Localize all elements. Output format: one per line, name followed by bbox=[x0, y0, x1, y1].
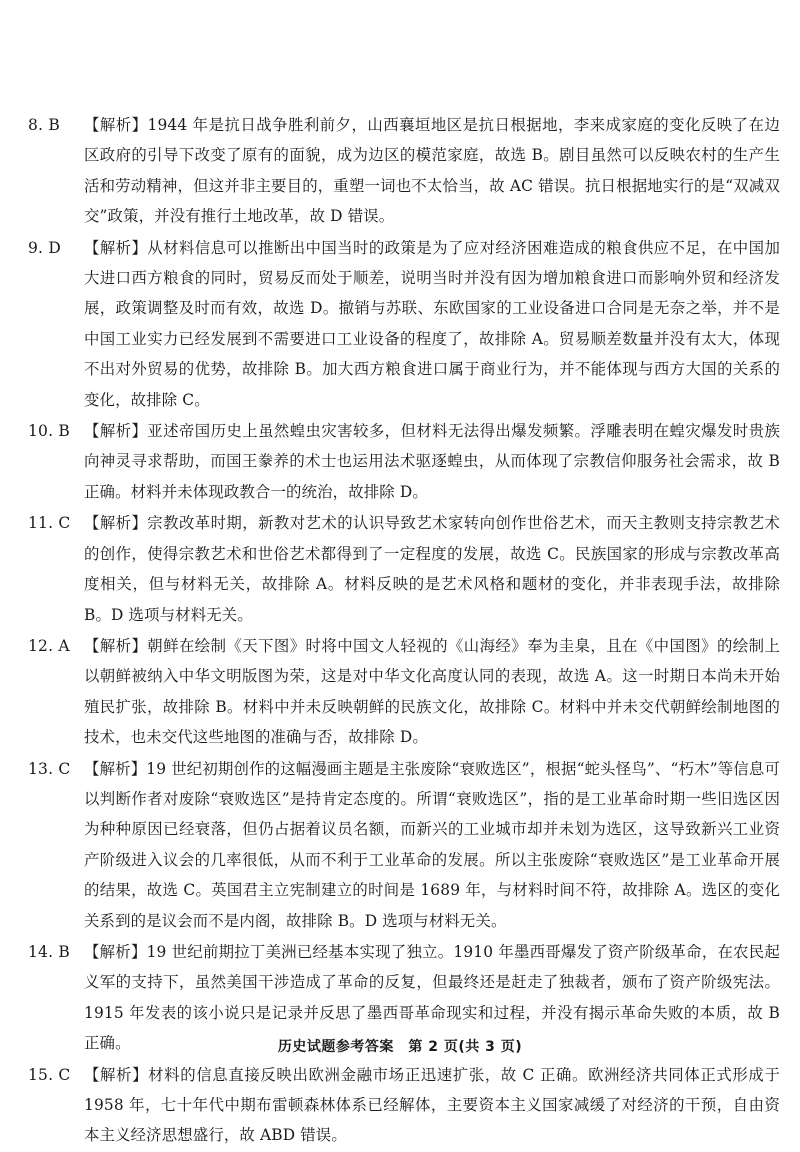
answer-explanation: 【解析】宗教改革时期，新教对艺术的认识导致艺术家转向创作世俗艺术，而天主教则支持宗教艺术的创作，使得宗教艺术和世俗艺术都得到了一定程度的发展，故选 C。民族国家的形成与宗教改革高度相关，但与材料无关，故排除 A。材料反映的是艺术风格和题材的变化，并非表现手法，故排除 B。D 选项与材料无关。 bbox=[84, 514, 780, 624]
answer-explanation: 【解析】朝鲜在绘制《天下图》时将中国文人轻视的《山海经》奉为圭臬，且在《中国图》的绘制上以朝鲜被纳入中华文明版图为荣，这是对中华文化高度认同的表现，故选 A。这一时期日本尚未开始殖民扩张，故排除 B。材料中并未反映朝鲜的民族文化，故排除 C。材料中并未交代朝鲜绘制地图的技术，也未交代这些地图的准确与否，故排除 D。 bbox=[84, 636, 780, 747]
answer-explanation: 【解析】19 世纪初期创作的这幅漫画主题是主张废除“衰败选区”，根据“蛇头怪鸟”、“朽木”等信息可以判断作者对废除“衰败选区”是持肯定态度的。所谓“衰败选区”，指的是工业革命时期一些旧选区因为种种原因已经衰落，但仍占据着议员名额，而新兴的工业城市却并未划为选区，这导致新兴工业资产阶级进入议会的几率很低，从而不利于工业革命的发展。所以主张废除“衰败选区”是工业革命开展的结果，故选 C。英国君主立宪制建立的时间是 1689 年，与材料时间不符，故排除 A。选区的变化关系到的是议会而不是内阁，故排除 B。D 选项与材料无关。 bbox=[84, 759, 780, 930]
answer-item-13 bbox=[28, 754, 780, 936]
answer-number: 15. C bbox=[28, 1065, 71, 1084]
answer-number: 12. A bbox=[28, 636, 70, 655]
answer-number: 10. B bbox=[28, 422, 70, 441]
answer-explanation: 【解析】亚述帝国历史上虽然蝗虫灾害较多，但材料无法得出爆发频繁。浮雕表明在蝗灾爆发时贵族向神灵寻求帮助，而国王豢养的术士也运用法术驱逐蝗虫，从而体现了宗教信仰服务社会需求，故 B 正确。材料并未体现政教合一的统治，故排除 D。 bbox=[84, 422, 780, 501]
answer-number: 8. B bbox=[28, 116, 60, 134]
answer-item-15 bbox=[28, 1060, 780, 1151]
answer-item-9 bbox=[28, 233, 780, 415]
answer-item-10 bbox=[28, 416, 780, 507]
answer-explanation: 【解析】19 世纪前期拉丁美洲已经基本实现了独立。1910 年墨西哥爆发了资产阶级革命，在农民起义军的支持下，虽然美国干涉造成了革命的反复，但最终还是赶走了独裁者，颁布了资产阶级宪法。1915 年发表的该小说只是记录并反思了墨西哥革命现实和过程，并没有揭示革命失败的本质，故 B 正确。 bbox=[84, 942, 780, 1053]
answer-number: 14. B bbox=[28, 942, 70, 961]
answer-item-11 bbox=[28, 508, 780, 630]
answer-explanation: 【解析】从材料信息可以推断出中国当时的政策是为了应对经济困难造成的粮食供应不足，在中国加大进口西方粮食的同时，贸易反而处于顺差，说明当时并没有因为增加粮食进口而影响外贸和经济发展，政策调整及时而有效，故选 D。撤销与苏联、东欧国家的工业设备进口合同是无奈之举，并不是中国工业实力已经发展到不需要进口工业设备的程度了，故排除 A。贸易顺差数量并没有太大，体现不出对外贸易的优势，故排除 B。加大西方粮食进口属于商业行为，并不能体现与西方大国的关系的变化，故排除 C。 bbox=[84, 238, 780, 409]
answer-item-8 bbox=[28, 110, 780, 232]
page-footer: 历史试题参考答案 第 2 页(共 3 页) bbox=[277, 1039, 523, 1055]
answer-explanation: 【解析】材料的信息直接反映出欧洲金融市场正迅速扩张，故 C 正确。欧洲经济共同体正式形成于 1958 年，七十年代中期布雷顿森林体系已经解体，主要资本主义国家减缓了对经济的干预，自由资本主义经济思想盛行，故 ABD 错误。 bbox=[84, 1065, 780, 1145]
answer-number: 13. C bbox=[28, 759, 71, 778]
answer-number: 11. C bbox=[28, 514, 71, 533]
answer-explanation: 【解析】1944 年是抗日战争胜利前夕，山西襄垣地区是抗日根据地，李来成家庭的变化反映了在边区政府的引导下改变了原有的面貌，成为边区的模范家庭，故选 B。剧目虽然可以反映农村的生产生活和劳动精神，但这并非主要目的，重塑一词也不太恰当，故 AC 错误。抗日根据地实行的是“双减双交”政策，并没有推行土地改革，故 D 错误。 bbox=[84, 116, 780, 226]
answer-number: 9. D bbox=[28, 238, 61, 257]
answer-item-12 bbox=[28, 631, 780, 753]
answer-list bbox=[28, 110, 780, 1152]
